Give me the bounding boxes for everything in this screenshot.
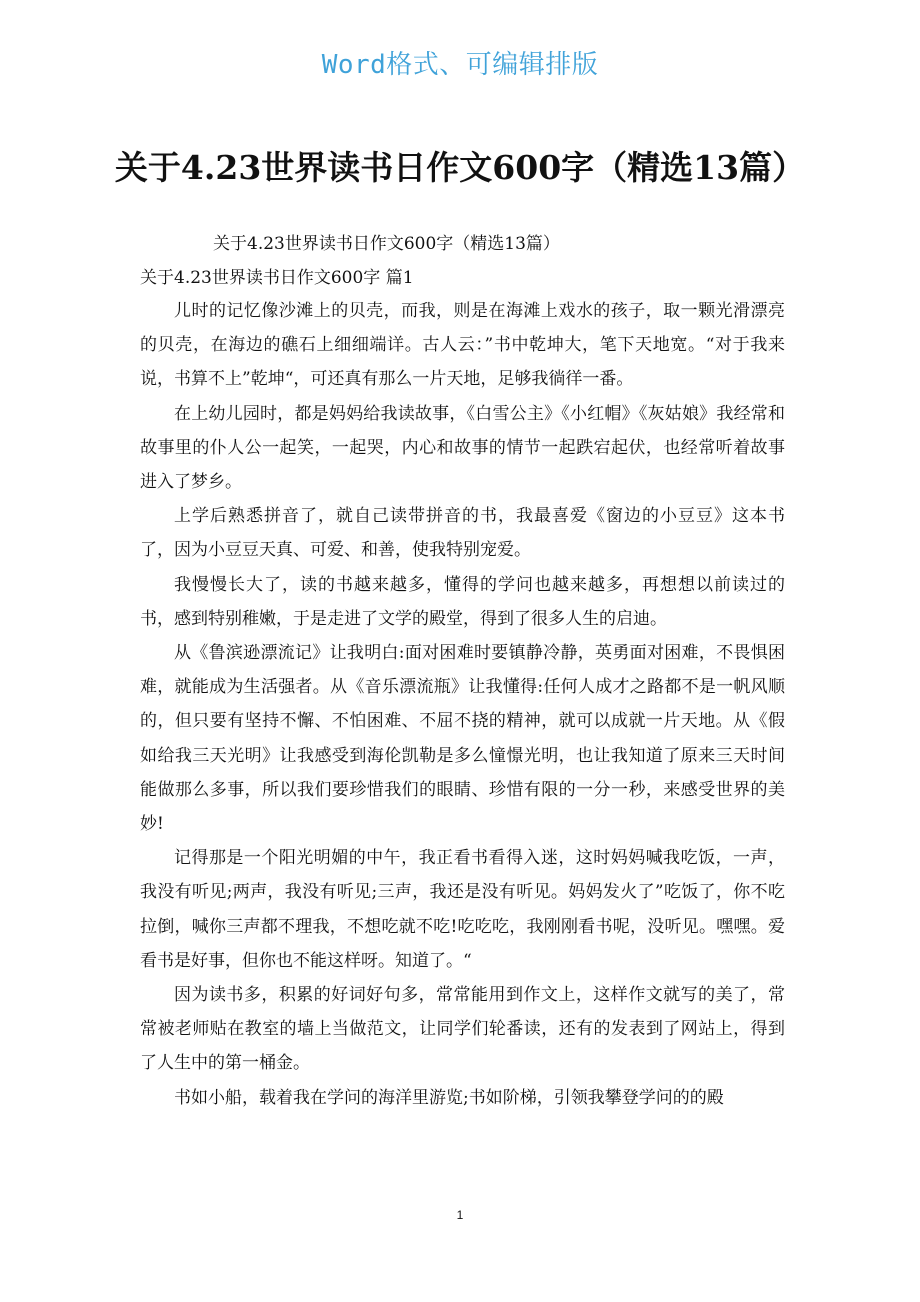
paragraph: 书如小船，载着我在学问的海洋里游览;书如阶梯，引领我攀登学问的的殿 [174, 1087, 724, 1108]
paragraph: 从《鲁滨逊漂流记》让我明白:面对困难时要镇静冷静，英勇面对困难，不畏惧困难，就能成为生活强者。从《音乐漂流瓶》让我懂得:任何人成才之路都不是一帆风顺的，但只要有坚持不懈、不怕困难、不屈不挠的精神，就可以成就一片天地。从《假如给我三天光明》让我感受到海伦凯勒是多么憧憬光明，也让我知道了原来三天时间能做那么多事，所以我们要珍惜我们的眼睛、珍惜有限的一分一秒，来感受世界的美妙! [140, 643, 785, 835]
paragraph: 上学后熟悉拼音了，就自己读带拼音的书，我最喜爱《窗边的小豆豆》这本书了，因为小豆豆天真、可爱、和善，使我特别宠爱。 [140, 506, 785, 561]
article-body [140, 294, 785, 1115]
section-title: 关于4.23世界读书日作文600字 篇1 [140, 268, 414, 288]
document-subtitle: 关于4.23世界读书日作文600字（精选13篇） [213, 234, 560, 254]
paragraph: 儿时的记忆像沙滩上的贝壳，而我，则是在海滩上戏水的孩子，取一颗光滑漂亮的贝壳，在海边的礁石上细细端详。古人云：”书中乾坤大，笔下天地宽。“对于我来说，书算不上”乾坤“，可还真有那么一片天地，足够我徜徉一番。 [140, 301, 785, 390]
paragraph: 记得那是一个阳光明媚的中午，我正看书看得入迷，这时妈妈喊我吃饭，一声，我没有听见;两声，我没有听见;三声，我还是没有听见。妈妈发火了”吃饭了，你不吃拉倒，喊你三声都不理我，不想吃就不吃!吃吃吃，我刚刚看书呢，没听见。嘿嘿。爱看书是好事，但你也不能这样呀。知道了。“ [140, 848, 785, 971]
page-number: 1 [456, 1208, 464, 1222]
paragraph: 我慢慢长大了，读的书越来越多，懂得的学问也越来越多，再想想以前读过的书，感到特别稚嫩，于是走进了文学的殿堂，得到了很多人生的启迪。 [140, 574, 785, 629]
paragraph: 因为读书多，积累的好词好句多，常常能用到作文上，这样作文就写的美了，常常被老师贴在教室的墙上当做范文，让同学们轮番读，还有的发表到了网站上，得到了人生中的第一桶金。 [140, 985, 785, 1074]
format-note-header: Word格式、可编辑排版 [321, 50, 599, 80]
document-title: 关于4.23世界读书日作文600字（精选13篇） [114, 148, 806, 187]
paragraph: 在上幼儿园时，都是妈妈给我读故事，《白雪公主》《小红帽》《灰姑娘》我经常和故事里的仆人公一起笑，一起哭，内心和故事的情节一起跌宕起伏，也经常听着故事进入了梦乡。 [140, 403, 785, 493]
